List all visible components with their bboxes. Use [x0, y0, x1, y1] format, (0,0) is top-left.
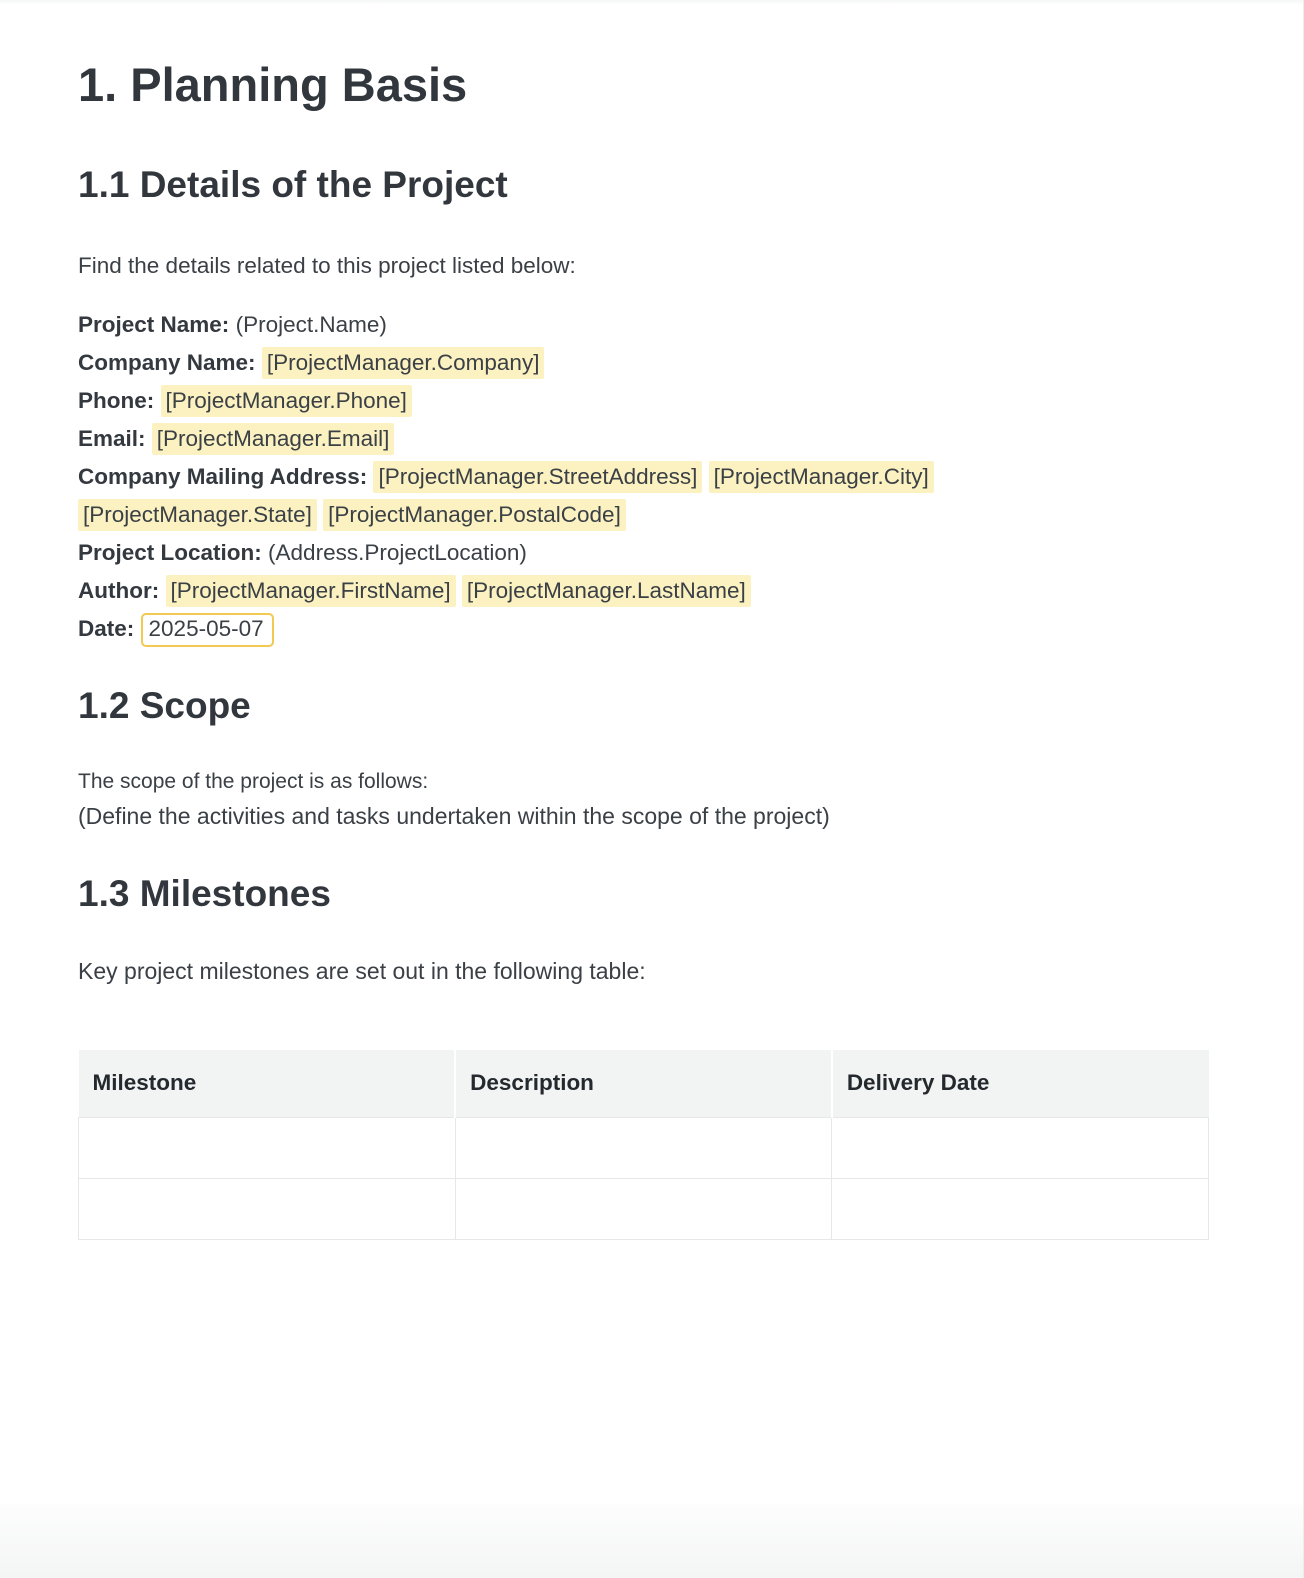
field-company-name — [78, 344, 1209, 382]
date-field[interactable]: 2025-05-07 — [141, 613, 274, 647]
merge-field-email[interactable]: [ProjectManager.Email] — [152, 423, 395, 455]
field-project-location — [78, 534, 1209, 572]
field-label-project-location: Project Location: — [78, 540, 262, 565]
merge-field-street-address[interactable]: [ProjectManager.StreetAddress] — [373, 461, 702, 493]
merge-field-postal-code[interactable]: [ProjectManager.PostalCode] — [323, 499, 626, 531]
milestones-table-head — [79, 1050, 1209, 1118]
field-email — [78, 420, 1209, 458]
milestones-table-body — [79, 1118, 1209, 1240]
milestones-table — [78, 1050, 1209, 1240]
field-label-company-name: Company Name: — [78, 350, 256, 375]
field-author — [78, 572, 1209, 610]
table-row — [79, 1118, 1209, 1179]
field-mailing-address — [78, 458, 1209, 534]
field-label-date: Date: — [78, 616, 135, 641]
column-header-description: Description — [455, 1050, 832, 1118]
heading-milestones: 1.3 Milestones — [78, 873, 331, 914]
field-date — [78, 610, 1209, 648]
heading-scope: 1.2 Scope — [78, 685, 251, 726]
field-project-name — [78, 306, 1209, 344]
cell-milestone-1[interactable] — [79, 1118, 456, 1179]
column-header-delivery-date: Delivery Date — [832, 1050, 1209, 1118]
project-details-fields — [78, 306, 1209, 648]
heading-planning-basis: 1. Planning Basis — [78, 58, 468, 111]
merge-field-phone[interactable]: [ProjectManager.Phone] — [161, 385, 412, 417]
field-label-mailing-address: Company Mailing Address: — [78, 464, 368, 489]
merge-field-city[interactable]: [ProjectManager.City] — [709, 461, 934, 493]
merge-field-company[interactable]: [ProjectManager.Company] — [262, 347, 545, 379]
merge-field-state[interactable]: [ProjectManager.State] — [78, 499, 317, 531]
scope-text-block — [78, 764, 1209, 834]
field-phone — [78, 382, 1209, 420]
scope-placeholder-line: (Define the activities and tasks undertaken within the scope of the project) — [78, 803, 830, 829]
scope-intro-line: The scope of the project is as follows: — [78, 770, 429, 793]
cell-description-1[interactable] — [455, 1118, 832, 1179]
page-bottom-edge — [0, 1504, 1303, 1578]
column-header-milestone: Milestone — [79, 1050, 456, 1118]
field-value-project-name: (Project.Name) — [235, 312, 387, 337]
details-intro-text: Find the details related to this project listed below: — [78, 253, 576, 278]
field-label-author: Author: — [78, 578, 160, 603]
cell-milestone-2[interactable] — [79, 1179, 456, 1240]
cell-description-2[interactable] — [455, 1179, 832, 1240]
field-label-project-name: Project Name: — [78, 312, 230, 337]
field-label-email: Email: — [78, 426, 146, 451]
field-value-project-location: (Address.ProjectLocation) — [268, 540, 527, 565]
merge-field-first-name[interactable]: [ProjectManager.FirstName] — [166, 575, 456, 607]
merge-field-last-name[interactable]: [ProjectManager.LastName] — [462, 575, 751, 607]
cell-delivery-date-2[interactable] — [832, 1179, 1209, 1240]
field-label-phone: Phone: — [78, 388, 155, 413]
table-row — [79, 1179, 1209, 1240]
heading-details-of-project: 1.1 Details of the Project — [78, 164, 508, 205]
milestones-header-row — [79, 1050, 1209, 1118]
cell-delivery-date-1[interactable] — [832, 1118, 1209, 1179]
milestones-intro-text: Key project milestones are set out in the following table: — [78, 958, 646, 984]
